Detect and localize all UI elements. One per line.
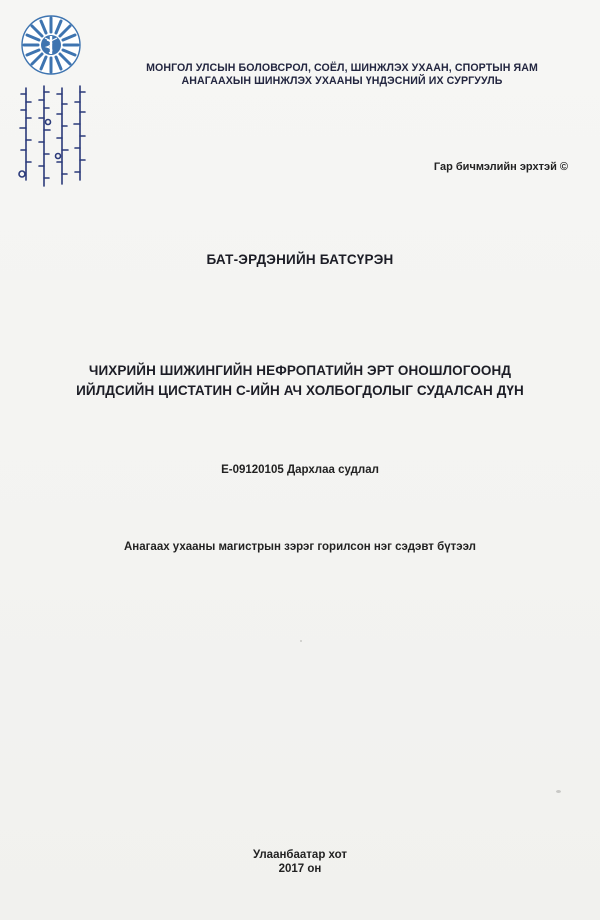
year: 2017 он — [278, 863, 322, 875]
ministry-header — [98, 62, 586, 88]
thesis-title — [20, 361, 580, 401]
university-emblem-icon — [14, 13, 88, 77]
mongolian-script-emblem — [16, 84, 94, 194]
copyright-note: Гар бичмэлийн эрхтэй © — [433, 161, 568, 173]
ministry-line-1: МОНГОЛ УЛСЫН БОЛОВСРОЛ, СОЁЛ, ШИНЖЛЭХ УХААН, СПОРТЫН ЯАМ — [146, 62, 538, 74]
author-name: БАТ-ЭРДЭНИЙН БАТСҮРЭН — [206, 252, 394, 267]
scan-speck — [556, 790, 561, 793]
city: Улаанбаатар хот — [252, 849, 348, 861]
scan-speck — [300, 640, 302, 642]
degree-note: Анагаах ухааны магистрын зэрэг горилсон нэг сэдэвт бүтээл — [123, 541, 476, 553]
specialty-code: Е-09120105 Дархлаа судлал — [221, 464, 379, 476]
thesis-title-line-1: ЧИХРИЙН ШИЖИНГИЙН НЕФРОПАТИЙН ЭРТ ОНОШЛОГООНД — [88, 363, 512, 378]
ministry-line-2: АНАГААХЫН ШИНЖЛЭХ УХААНЫ ҮНДЭСНИЙ ИХ СУРГУУЛЬ — [181, 75, 503, 87]
place-and-year — [0, 848, 600, 876]
thesis-title-line-2: ИЙЛДСИЙН ЦИСТАТИН С-ИЙН АЧ ХОЛБОГДОЛЫГ СУДАЛСАН ДҮН — [76, 383, 524, 398]
